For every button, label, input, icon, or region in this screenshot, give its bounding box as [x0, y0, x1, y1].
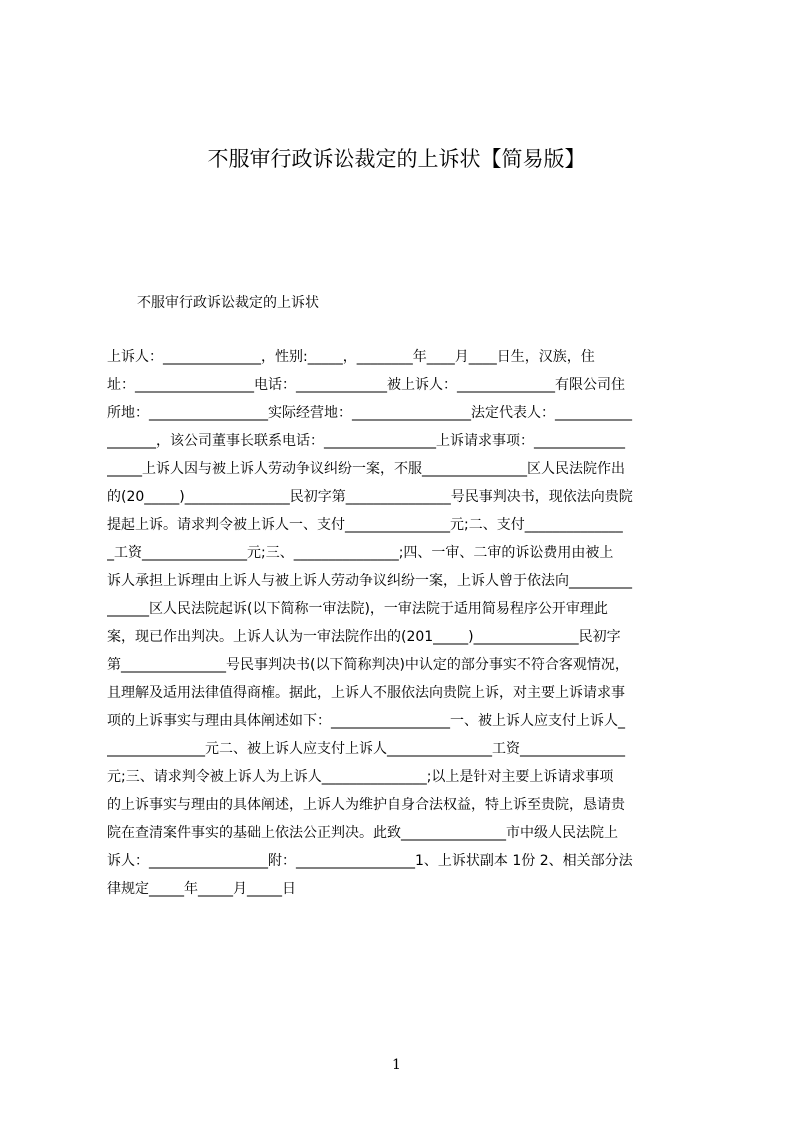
page-number: 1	[392, 1057, 401, 1073]
body-line: 院在查清案件事实的基础上依法公正判决。此致_______________市中级人民法院上	[107, 825, 618, 841]
body-line: ______________元二、被上诉人应支付上诉人_______________工资_______________	[107, 741, 625, 757]
body-line: 址：_________________电话：_____________被上诉人：______________有限公司住	[107, 377, 625, 393]
body-line: 的上诉事实与理由的具体阐述，上诉人为维护自身合法权益，特上诉至贵院，恳请贵	[107, 797, 625, 813]
document-title: 不服审行政诉讼裁定的上诉状【简易版】	[207, 147, 586, 171]
body-line: 项的上诉事实与理由具体阐述如下：_________________一、被上诉人应支付上诉人_	[107, 713, 625, 729]
body-line: 律规定_____年_____月_____日	[107, 881, 296, 897]
body-line: ______区人民法院起诉(以下简称一审法院)，一审法院于适用简易程序公开审理此	[107, 601, 608, 617]
body-line: 且理解及适用法律值得商榷。据此，上诉人不服依法向贵院上诉，对主要上诉请求事	[107, 685, 625, 701]
document-subtitle: 不服审行政诉讼裁定的上诉状	[137, 295, 319, 311]
body-line: 案，现已作出判决。上诉人认为一审法院作出的(201_____)_______________民初字	[107, 629, 621, 645]
body-text	[107, 343, 697, 903]
body-line: 元;三、请求判令被上诉人为上诉人_______________;以上是针对主要上诉请求事项	[107, 769, 614, 785]
body-line: 第_______________号民事判决书(以下简称判决)中认定的部分事实不符合客观情况，	[107, 657, 629, 673]
body-line: _______，该公司董事长联系电话：________________上诉请求事项：_____________	[107, 433, 625, 449]
body-line: 的(20_____)_______________民初字第_______________号民事判决书，现依法向贵院	[107, 489, 633, 505]
body-line: _____上诉人因与被上诉人劳动争议纠纷一案，不服_______________区人民法院作出	[107, 461, 625, 477]
body-line: 诉人：_________________附：_________________1、上诉状副本 1份 2、相关部分法	[107, 853, 633, 869]
body-line: 所地：_________________实际经营地：_________________法定代表人：___________	[107, 405, 632, 421]
body-line: 上诉人：______________，性别:_____，________年____月____日生，汉族，住	[107, 349, 595, 365]
body-line: _工资_______________元;三、_______________;四、一审、二审的诉讼费用由被上	[107, 545, 614, 561]
body-line: 提起上诉。请求判令被上诉人一、支付_______________元;二、支付______________	[107, 517, 623, 533]
body-line: 诉人承担上诉理由上诉人与被上诉人劳动争议纠纷一案，上诉人曾于依法向_________	[107, 573, 632, 589]
